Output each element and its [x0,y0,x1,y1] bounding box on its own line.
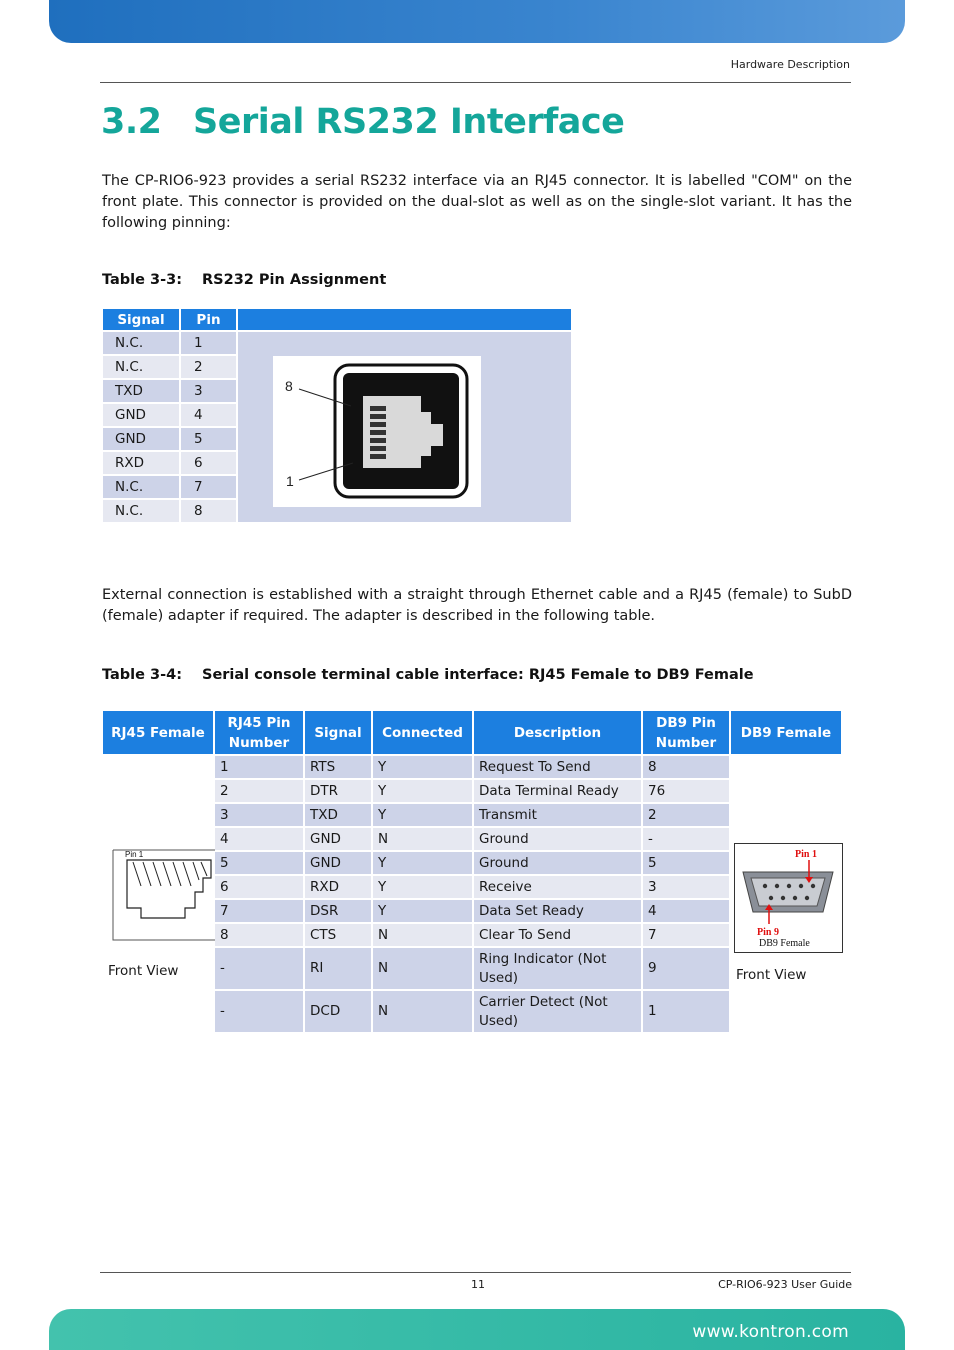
section-title [101,102,624,142]
db9-pin-cell: 7 [643,924,729,946]
db9-pin-cell: 9 [643,948,729,989]
page-number: 11 [471,1278,485,1291]
header-db9-female: DB9 Female [731,711,841,754]
pin-cell: 1 [181,332,236,354]
pin1-label: 1 [286,473,294,489]
db9-pin-cell: 2 [643,804,729,826]
rj45-front-view-image [111,848,215,943]
pin-cell: 8 [181,500,236,522]
db9-pin-cell: 3 [643,876,729,898]
signal-cell: N.C. [103,356,179,378]
pin-cell: 3 [181,380,236,402]
header-signal: Signal [305,711,371,754]
top-banner [49,0,905,43]
rj45-connector-image [273,356,481,507]
rj45-pin-cell: 5 [215,852,303,874]
connected-cell: Y [373,756,472,778]
signal-cell: GND [305,852,371,874]
db9-front-view-image [734,843,843,953]
description-cell: Data Set Ready [474,900,641,922]
table2-caption [102,667,754,683]
signal-cell: RI [305,948,371,989]
table2-caption-label: Table 3-4: [102,667,183,683]
pin8-label: 8 [285,378,293,394]
connected-cell: N [373,991,472,1032]
db9-pin-cell: 1 [643,991,729,1032]
connector-image-cell [238,332,571,522]
rj45-pin-cell: 3 [215,804,303,826]
db9-front-view-caption: Front View [736,967,807,983]
header-signal: Signal [103,309,179,330]
rj45-pin-cell: 7 [215,900,303,922]
header-image [238,309,571,330]
website-link[interactable]: www.kontron.com [692,1322,849,1342]
header-rj45-pin: RJ45 Pin Number [215,711,303,754]
header-rule [100,82,851,83]
signal-cell: DSR [305,900,371,922]
connected-cell: N [373,948,472,989]
description-cell: Receive [474,876,641,898]
signal-cell: DCD [305,991,371,1032]
connected-cell: Y [373,900,472,922]
connected-cell: Y [373,852,472,874]
signal-cell: GND [103,428,179,450]
running-header: Hardware Description [730,58,850,71]
db9-pin-cell: - [643,828,729,850]
header-db9-pin: DB9 Pin Number [643,711,729,754]
signal-cell: GND [103,404,179,426]
description-cell: Transmit [474,804,641,826]
pin-cell: 4 [181,404,236,426]
db9-pin-cell: 76 [643,780,729,802]
signal-cell: TXD [103,380,179,402]
table2-caption-title: Serial console terminal cable interface: RJ45 Female to DB9 Female [202,667,754,683]
intro-paragraph: The CP-RIO6-923 provides a serial RS232 interface via an RJ45 connector. It is labelled "COM" on the front plate. This connector is provided on the dual-slot as well as on the single-slot variant. It has the following pinning: [102,173,852,231]
connected-cell: Y [373,876,472,898]
description-cell: Ground [474,828,641,850]
pin-cell: 7 [181,476,236,498]
rj45-db9-table [101,709,843,1034]
rj45-pin1-label: Pin 1 [125,850,144,859]
pin-cell: 6 [181,452,236,474]
db9-female-image-cell [731,756,841,1032]
connected-cell: Y [373,780,472,802]
signal-cell: CTS [305,924,371,946]
rj45-pin-cell: - [215,948,303,989]
rj45-pin-cell: 1 [215,756,303,778]
signal-cell: GND [305,828,371,850]
rj45-pin-cell: 4 [215,828,303,850]
header-rj45-female: RJ45 Female [103,711,213,754]
connected-cell: Y [373,804,472,826]
rj45-female-image-cell [103,756,213,1032]
description-cell: Clear To Send [474,924,641,946]
db9-pin9-label: Pin 9 [757,927,779,938]
connected-cell: N [373,828,472,850]
db9-pin-cell: 4 [643,900,729,922]
section-number: 3.2 [101,102,162,142]
pin-cell: 5 [181,428,236,450]
rj45-front-view-caption: Front View [108,963,179,979]
footer-rule [100,1272,851,1273]
db9-pin-cell: 8 [643,756,729,778]
rj45-pin-cell: 2 [215,780,303,802]
description-cell: Ring Indicator (Not Used) [474,948,641,989]
guide-title: CP-RIO6-923 User Guide [718,1278,852,1291]
description-cell: Ground [474,852,641,874]
signal-cell: RXD [103,452,179,474]
section-title-text: Serial RS232 Interface [193,102,625,142]
table1-caption-title: RS232 Pin Assignment [202,272,387,288]
description-cell: Request To Send [474,756,641,778]
table1-caption-label: Table 3-3: [102,272,183,288]
signal-cell: N.C. [103,500,179,522]
pin-cell: 2 [181,356,236,378]
signal-cell: TXD [305,804,371,826]
rs232-pin-table [101,307,573,524]
rj45-pin-cell: 8 [215,924,303,946]
signal-cell: N.C. [103,332,179,354]
bottom-banner [49,1309,905,1350]
db9-pin1-label: Pin 1 [795,849,817,860]
signal-cell: RTS [305,756,371,778]
signal-cell: N.C. [103,476,179,498]
rj45-pin-cell: 6 [215,876,303,898]
description-cell: Data Terminal Ready [474,780,641,802]
signal-cell: RXD [305,876,371,898]
signal-cell: DTR [305,780,371,802]
rj45-pin-cell: - [215,991,303,1032]
db9-pin-cell: 5 [643,852,729,874]
table1-caption [102,272,386,288]
db9-name-label: DB9 Female [759,938,810,949]
header-pin: Pin [181,309,236,330]
header-description: Description [474,711,641,754]
connection-paragraph: External connection is established with a straight through Ethernet cable and a RJ45 (female) to SubD (female) adapter if required. The adapter is described in the following table. [102,587,852,624]
header-connected: Connected [373,711,472,754]
description-cell: Carrier Detect (Not Used) [474,991,641,1032]
connected-cell: N [373,924,472,946]
